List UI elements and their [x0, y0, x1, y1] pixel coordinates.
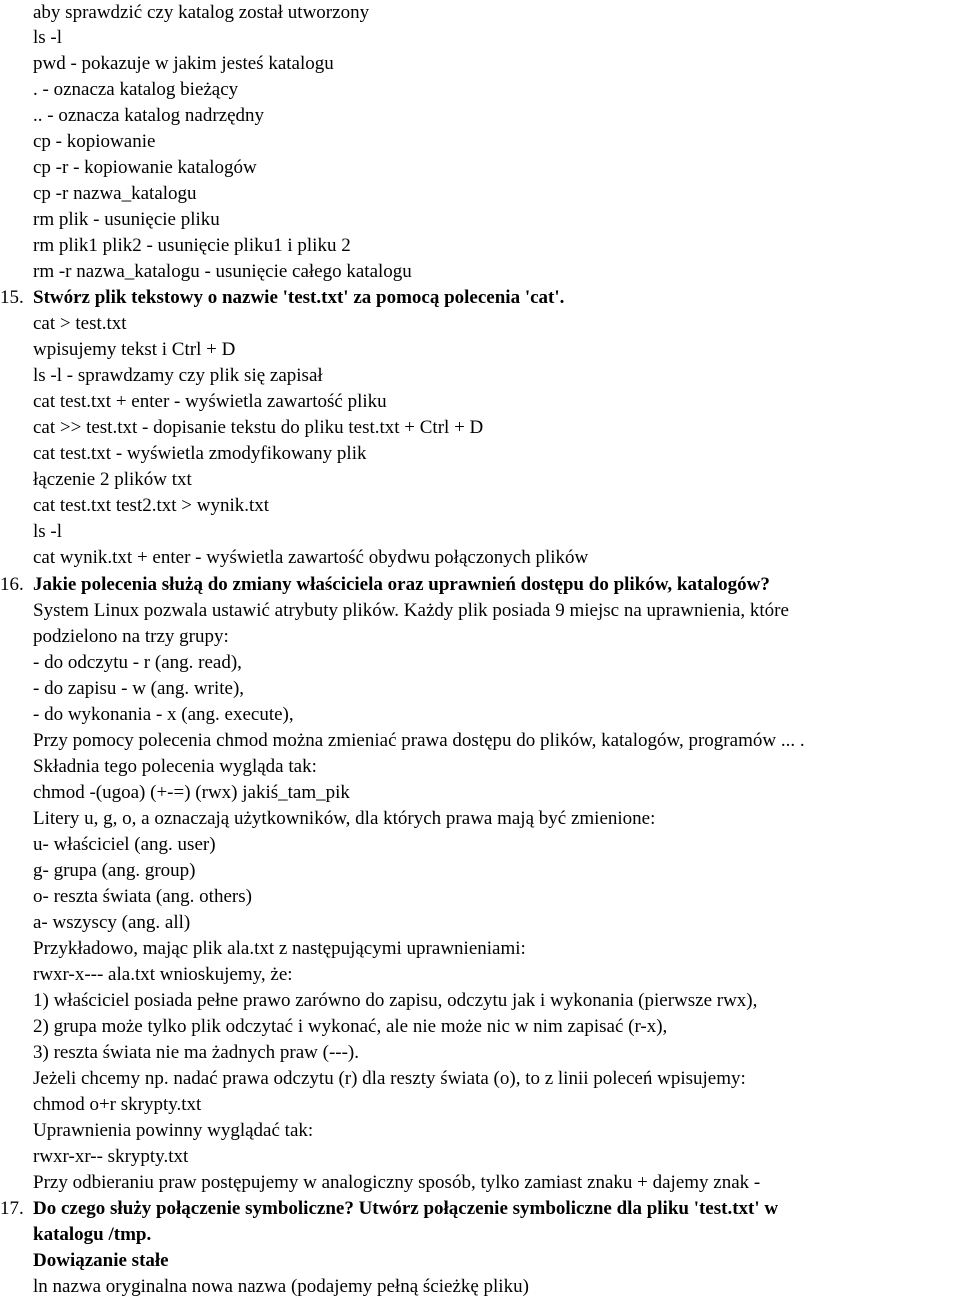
text-line: o- reszta świata (ang. others)	[33, 886, 252, 907]
text-line: . - oznacza katalog bieżący	[33, 79, 239, 100]
question-heading: Jakie polecenia służą do zmiany właściciela oraz uprawnień dostępu do plików, katalogów?	[33, 574, 770, 595]
text-line: Przy pomocy polecenia chmod można zmieniać prawa dostępu do plików, katalogów, programów ... .	[33, 730, 805, 751]
text-line: - do odczytu - r (ang. read),	[33, 652, 242, 673]
question-heading: Stwórz plik tekstowy o nazwie 'test.txt' za pomocą polecenia 'cat'.	[33, 287, 565, 308]
question-heading: Do czego służy połączenie symboliczne? Utwórz połączenie symboliczne dla pliku 'test.txt' w	[33, 1198, 779, 1219]
text-line: 2) grupa może tylko plik odczytać i wykonać, ale nie może nic w nim zapisać (r-x),	[33, 1016, 668, 1037]
subheading: Dowiązanie stałe	[33, 1250, 169, 1271]
text-line: rwxr-xr-- skrypty.txt	[33, 1146, 189, 1167]
question-heading-cont: katalogu /tmp.	[33, 1224, 152, 1245]
text-line: cat wynik.txt + enter - wyświetla zawartość obydwu połączonych plików	[33, 547, 589, 568]
text-line: ls -l - sprawdzamy czy plik się zapisał	[33, 365, 323, 386]
text-line: cp -r - kopiowanie katalogów	[33, 157, 257, 178]
text-line: Uprawnienia powinny wyglądać tak:	[33, 1120, 314, 1141]
text-line: Składnia tego polecenia wygląda tak:	[33, 756, 317, 777]
text-line: ls -l	[33, 27, 63, 48]
text-line: Przy odbieraniu praw postępujemy w analogiczny sposób, tylko zamiast znaku + dajemy znak -	[33, 1172, 761, 1193]
text-line: cp - kopiowanie	[33, 131, 156, 152]
question-number: 16.	[0, 574, 24, 595]
text-line: rm -r nazwa_katalogu - usunięcie całego katalogu	[33, 261, 412, 282]
question-number: 17.	[0, 1198, 24, 1219]
text-line: - do zapisu - w (ang. write),	[33, 678, 245, 699]
text-line: Przykładowo, mając plik ala.txt z następującymi uprawnieniami:	[33, 938, 526, 959]
text-line: - do wykonania - x (ang. execute),	[33, 704, 294, 725]
text-line: chmod o+r skrypty.txt	[33, 1094, 202, 1115]
text-line: rm plik1 plik2 - usunięcie pliku1 i pliku 2	[33, 235, 351, 256]
text-line: a- wszyscy (ang. all)	[33, 912, 191, 933]
text-line: łączenie 2 plików txt	[33, 469, 192, 490]
text-line: rm plik - usunięcie pliku	[33, 209, 220, 230]
text-line: cat test.txt - wyświetla zmodyfikowany plik	[33, 443, 367, 464]
text-line: podzielono na trzy grupy:	[33, 626, 229, 647]
text-line: 3) reszta świata nie ma żadnych praw (---).	[33, 1042, 360, 1063]
text-line: wpisujemy tekst i Ctrl + D	[33, 339, 236, 360]
text-line: pwd - pokazuje w jakim jesteś katalogu	[33, 53, 334, 74]
text-line: rwxr-x--- ala.txt wnioskujemy, że:	[33, 964, 293, 985]
text-line: ls -l	[33, 521, 63, 542]
text-line: cat > test.txt	[33, 313, 127, 334]
text-line: cat >> test.txt - dopisanie tekstu do pliku test.txt + Ctrl + D	[33, 417, 484, 438]
question-number: 15.	[0, 287, 24, 308]
text-line: g- grupa (ang. group)	[33, 860, 196, 881]
text-line: ln nazwa oryginalna nowa nazwa (podajemy pełną ścieżkę pliku)	[33, 1276, 529, 1297]
text-line: Jeżeli chcemy np. nadać prawa odczytu (r) dla reszty świata (o), to z linii poleceń wpisujemy:	[33, 1068, 746, 1089]
text-line: u- właściciel (ang. user)	[33, 834, 216, 855]
text-line: cp -r nazwa_katalogu	[33, 183, 197, 204]
text-line: aby sprawdzić czy katalog został utworzony	[33, 2, 370, 23]
text-line: 1) właściciel posiada pełne prawo zarówno do zapisu, odczytu jak i wykonania (pierwsze rwx),	[33, 990, 758, 1011]
text-line: .. - oznacza katalog nadrzędny	[33, 105, 265, 126]
text-line: cat test.txt test2.txt > wynik.txt	[33, 495, 270, 516]
text-line: Litery u, g, o, a oznaczają użytkowników, dla których prawa mają być zmienione:	[33, 808, 656, 829]
text-line: System Linux pozwala ustawić atrybuty plików. Każdy plik posiada 9 miejsc na uprawnienia, które	[33, 600, 789, 621]
text-line: chmod -(ugoa) (+-=) (rwx) jakiś_tam_pik	[33, 782, 350, 803]
text-line: cat test.txt + enter - wyświetla zawartość pliku	[33, 391, 387, 412]
